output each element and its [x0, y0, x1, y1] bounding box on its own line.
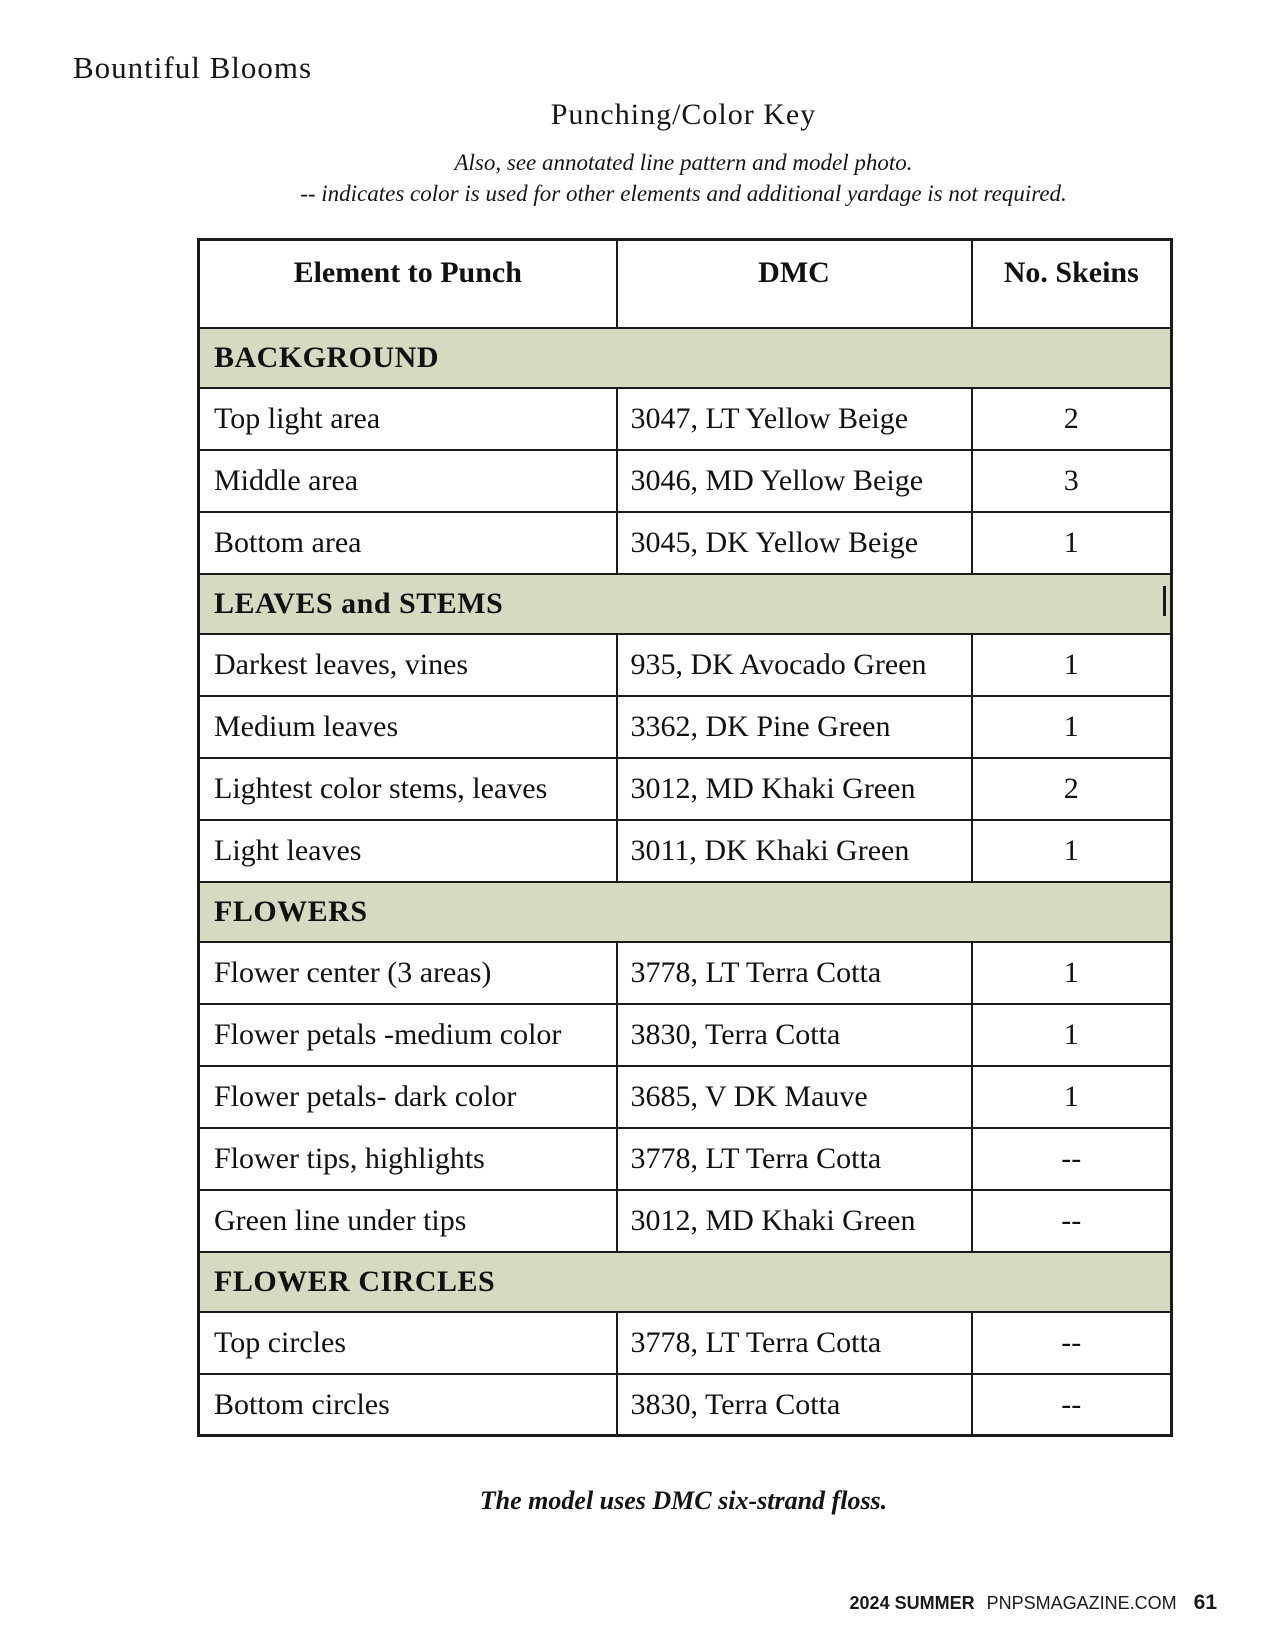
element-cell: Darkest leaves, vines — [199, 634, 617, 696]
section-header-row — [199, 1252, 1172, 1312]
skeins-cell: 1 — [972, 942, 1172, 1004]
table-row — [199, 634, 1172, 696]
table-row — [199, 1190, 1172, 1252]
element-cell: Medium leaves — [199, 696, 617, 758]
color-key-table-body — [199, 328, 1172, 1436]
page-title: Punching/Color Key — [550, 98, 817, 131]
element-cell: Flower petals- dark color — [199, 1066, 617, 1128]
skeins-cell: 1 — [972, 1066, 1172, 1128]
dmc-cell: 3012, MD Khaki Green — [617, 758, 972, 820]
skeins-cell: 1 — [972, 696, 1172, 758]
brand-title: Bountiful Blooms — [73, 50, 313, 85]
skeins-cell: 1 — [972, 512, 1172, 574]
table-row — [199, 1128, 1172, 1190]
table-row — [199, 1312, 1172, 1374]
dmc-cell: 3778, LT Terra Cotta — [617, 1312, 972, 1374]
skeins-cell: -- — [972, 1128, 1172, 1190]
color-key-table — [197, 238, 1173, 1437]
skeins-cell: 1 — [972, 1004, 1172, 1066]
dmc-cell: 3045, DK Yellow Beige — [617, 512, 972, 574]
footnote: The model uses DMC six-strand floss. — [479, 1486, 888, 1515]
dmc-cell: 3012, MD Khaki Green — [617, 1190, 972, 1252]
table-row — [199, 1066, 1172, 1128]
skeins-cell: 1 — [972, 820, 1172, 882]
table-row — [199, 512, 1172, 574]
footer-site: PNPSMAGAZINE.COM — [986, 1593, 1177, 1613]
column-header-no-skeins: No. Skeins — [972, 240, 1172, 328]
dmc-cell: 3830, Terra Cotta — [617, 1374, 972, 1436]
element-cell: Middle area — [199, 450, 617, 512]
dmc-cell: 3685, V DK Mauve — [617, 1066, 972, 1128]
element-cell: Bottom area — [199, 512, 617, 574]
element-cell: Lightest color stems, leaves — [199, 758, 617, 820]
footer-page-number: 61 — [1193, 1591, 1217, 1614]
table-row — [199, 388, 1172, 450]
table-row — [199, 942, 1172, 1004]
dmc-cell: 3778, LT Terra Cotta — [617, 942, 972, 1004]
skeins-cell: -- — [972, 1374, 1172, 1436]
skeins-cell: -- — [972, 1312, 1172, 1374]
element-cell: Flower petals -medium color — [199, 1004, 617, 1066]
skeins-cell: -- — [972, 1190, 1172, 1252]
dmc-cell: 3778, LT Terra Cotta — [617, 1128, 972, 1190]
dmc-cell: 3011, DK Khaki Green — [617, 820, 972, 882]
page-footer — [850, 1591, 1217, 1615]
dmc-cell: 3046, MD Yellow Beige — [617, 450, 972, 512]
skeins-cell: 2 — [972, 388, 1172, 450]
scan-artifact-mark — [1163, 586, 1166, 616]
column-header-dmc: DMC — [617, 240, 972, 328]
section-header-row — [199, 328, 1172, 388]
element-cell: Flower tips, highlights — [199, 1128, 617, 1190]
skeins-cell: 3 — [972, 450, 1172, 512]
skeins-cell: 1 — [972, 634, 1172, 696]
footer-season: 2024 SUMMER — [849, 1593, 975, 1613]
table-row — [199, 1004, 1172, 1066]
table-row — [199, 820, 1172, 882]
element-cell: Flower center (3 areas) — [199, 942, 617, 1004]
section-header-label: BACKGROUND — [199, 328, 1172, 388]
subtitle-note-2: -- indicates color is used for other elements and additional yardage is not required. — [300, 181, 1067, 206]
section-header-label: LEAVES and STEMS — [199, 574, 1172, 634]
element-cell: Light leaves — [199, 820, 617, 882]
table-row — [199, 450, 1172, 512]
dmc-cell: 935, DK Avocado Green — [617, 634, 972, 696]
subtitle-note-1: Also, see annotated line pattern and model photo. — [454, 150, 913, 175]
table-header-row — [199, 240, 1172, 328]
dmc-cell: 3362, DK Pine Green — [617, 696, 972, 758]
element-cell: Bottom circles — [199, 1374, 617, 1436]
color-key-table-wrap — [197, 238, 1170, 1437]
section-header-row — [199, 574, 1172, 634]
dmc-cell: 3830, Terra Cotta — [617, 1004, 972, 1066]
column-header-element-to-punch: Element to Punch — [199, 240, 617, 328]
table-row — [199, 1374, 1172, 1436]
table-row — [199, 696, 1172, 758]
table-row — [199, 758, 1172, 820]
element-cell: Green line under tips — [199, 1190, 617, 1252]
section-header-label: FLOWER CIRCLES — [199, 1252, 1172, 1312]
dmc-cell: 3047, LT Yellow Beige — [617, 388, 972, 450]
skeins-cell: 2 — [972, 758, 1172, 820]
section-header-label: FLOWERS — [199, 882, 1172, 942]
element-cell: Top circles — [199, 1312, 617, 1374]
element-cell: Top light area — [199, 388, 617, 450]
section-header-row — [199, 882, 1172, 942]
